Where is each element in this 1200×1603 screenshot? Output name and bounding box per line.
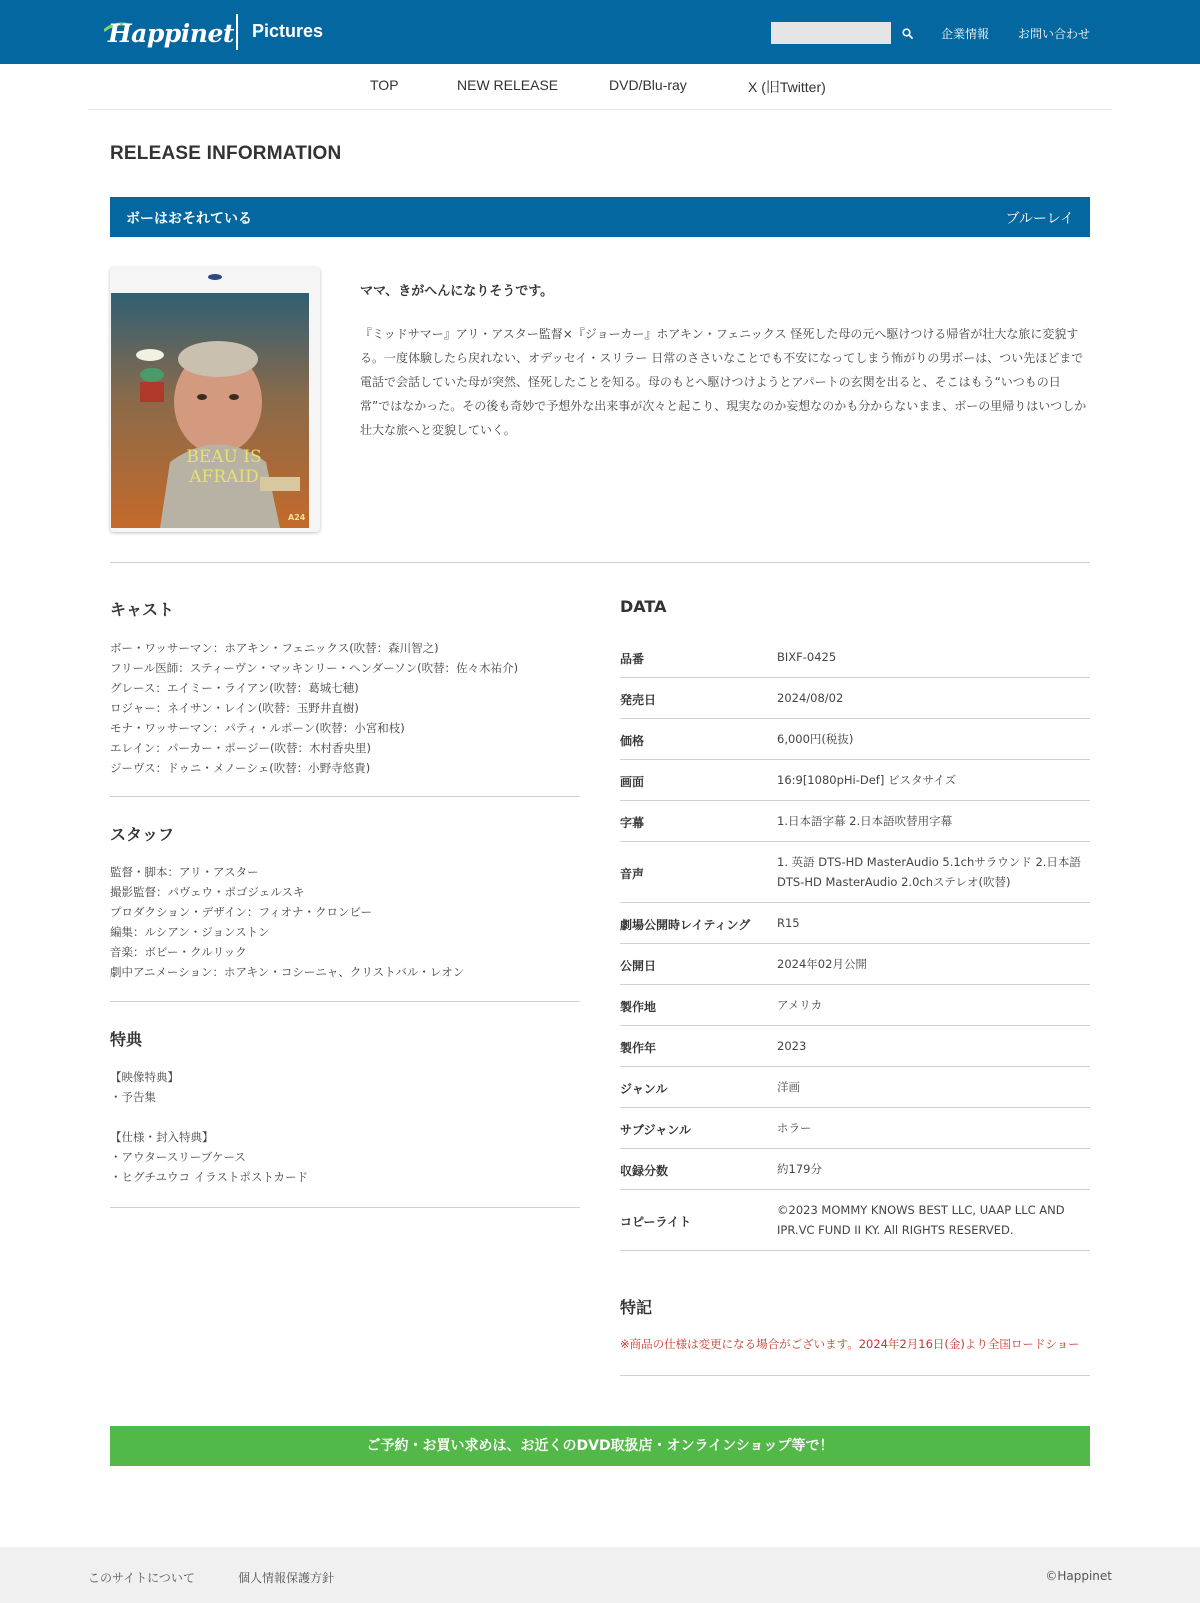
footer-copyright: ©Happinet [1045, 1569, 1112, 1583]
data-row-theatrical-date [620, 944, 1090, 985]
cover-a24-badge: A24 [288, 513, 306, 522]
data-heading: DATA [620, 597, 667, 616]
data-key: 製作地 [620, 1000, 657, 1014]
staff-divider [110, 1001, 580, 1002]
data-value: 2024/08/02 [777, 691, 844, 705]
list-item: 【仕様・封入特典】 [110, 1130, 214, 1144]
product-title: ボーはおそれている [126, 211, 252, 227]
product-catchphrase: ママ、きがへんになりそうです。 [360, 284, 554, 299]
product-title-bar [110, 197, 1090, 237]
footer-link-privacy[interactable]: 個人情報保護方針 [238, 1571, 335, 1585]
data-value: ホラー [777, 1121, 812, 1135]
data-key: 品番 [620, 652, 645, 666]
list-item [110, 1107, 308, 1127]
happinet-logo[interactable] [108, 14, 234, 52]
nav-item-new-release[interactable]: NEW RELEASE [457, 77, 559, 93]
data-row-release-date [620, 678, 1090, 719]
data-key: 価格 [620, 734, 645, 748]
data-key: 発売日 [620, 693, 657, 707]
logo-separator [236, 14, 238, 50]
list-item: モナ・ワッサーマン：パティ・ルポーン(吹替：小宮和枝) [110, 721, 405, 735]
notes-text: ※商品の仕様は変更になる場合がございます。2024年2月16日(金)より全国ロードショー [620, 1337, 1080, 1351]
list-item: ジーヴス：ドゥニ・メノーシェ(吹替：小野寺悠貴) [110, 761, 371, 775]
staff-list [110, 862, 464, 982]
data-key: 画面 [620, 775, 645, 789]
data-key: 公開日 [620, 959, 657, 973]
data-value: BIXF-0425 [777, 650, 837, 664]
list-item: ・ヒグチユウコ イラストポストカード [110, 1170, 309, 1184]
list-item: フリール医師：スティーヴン・マッキンリー・ヘンダーソン(吹替：佐々木祐介) [110, 661, 519, 675]
site-footer [0, 1547, 1200, 1603]
data-key: コピーライト [620, 1215, 692, 1229]
data-row-rating [620, 903, 1090, 944]
cover-movie-title: BEAU IS AFRAID [186, 447, 262, 487]
data-row-copyright [620, 1190, 1090, 1251]
data-key: 劇場公開時レイティング [620, 918, 751, 932]
list-item: ボー・ワッサーマン：ホアキン・フェニックス(吹替：森川智之) [110, 641, 439, 655]
nav-item-top[interactable]: TOP [370, 77, 399, 93]
cast-heading: キャスト [110, 600, 175, 619]
header-link-company[interactable]: 企業情報 [941, 27, 990, 41]
data-value: 約179分 [777, 1162, 822, 1176]
product-description: 『ミッドサマー』アリ・アスター監督×『ジョーカー』ホアキン・フェニックス 怪死した母の元へ駆けつける帰省が壮大な旅に変貌する。一度体験したら戻れない、オデッセイ・スリラー 日常のささいなことでも不安になってしまう怖がりの男ボーは、つい先ほどまで電話で会話していた母が突然、怪死したことを知る。母のもとへ駆けつけようとアパートの玄関を出ると、そこはもう“いつもの日常”ではなかった。その後も奇妙で予想外な出来事が次々と起こり、現実なのか妄想なのかも分からないまま、ボーの里帰りはいつしか壮大な旅へと変貌していく。 [360, 327, 1087, 437]
data-row-screen [620, 760, 1090, 801]
footer-link-about[interactable]: このサイトについて [88, 1571, 195, 1585]
list-item: 撮影監督：パヴェウ・ポゴジェルスキ [110, 885, 305, 899]
data-row-product-code [620, 637, 1090, 678]
search-input[interactable] [771, 22, 891, 44]
data-value: 洋画 [777, 1080, 800, 1094]
nav-item-x-twitter[interactable]: X (旧Twitter) [748, 79, 826, 95]
purchase-info-banner[interactable]: ご予約・お買い求めは、お近くのDVD取扱店・オンラインショップ等で！ [110, 1426, 1090, 1466]
header-link-contact[interactable]: お問い合わせ [1018, 27, 1091, 41]
list-item: ・アウタースリーブケース [110, 1150, 246, 1164]
cast-divider [110, 796, 580, 797]
data-value: 2024年02月公開 [777, 957, 867, 971]
search-button[interactable] [896, 22, 918, 44]
staff-heading: スタッフ [110, 825, 175, 844]
list-item: ロジャー：ネイサン・レイン(吹替：玉野井直樹) [110, 701, 359, 715]
data-value: ©2023 MOMMY KNOWS BEST LLC, UAAP LLC AND IPR.VC FUND II KY. All RIGHTS RESERVED. [777, 1203, 1065, 1237]
data-key: 収録分数 [620, 1164, 669, 1178]
data-key: 音声 [620, 867, 645, 881]
list-item: エレイン：パーカー・ポージー(吹替：木村香央里) [110, 741, 371, 755]
data-row-genre [620, 1067, 1090, 1108]
data-value: R15 [777, 916, 800, 930]
bonus-list [110, 1067, 308, 1187]
data-key: ジャンル [620, 1082, 668, 1096]
data-row-country [620, 985, 1090, 1026]
list-item: 音楽：ボビー・クルリック [110, 945, 247, 959]
data-key: 製作年 [620, 1041, 657, 1055]
list-item: グレース：エイミー・ライアン(吹替：葛城七穂) [110, 681, 359, 695]
cast-list [110, 638, 518, 778]
list-item: 監督・脚本：アリ・アスター [110, 865, 259, 879]
notes-heading: 特記 [620, 1298, 653, 1317]
bonus-divider [110, 1207, 580, 1208]
data-value: 16:9[1080pHi-Def] ビスタサイズ [777, 773, 957, 787]
data-row-runtime [620, 1149, 1090, 1190]
data-row-subgenre [620, 1108, 1090, 1149]
data-row-year [620, 1026, 1090, 1067]
list-item: プロダクション・デザイン：フィオナ・クロンビー [110, 905, 373, 919]
list-item: 編集：ルシアン・ジョンストン [110, 925, 270, 939]
data-value: 6,000円(税抜) [777, 732, 854, 746]
logo-subtitle[interactable]: Pictures [252, 21, 324, 41]
data-row-subtitles [620, 801, 1090, 842]
site-header [0, 0, 1200, 64]
data-row-audio [620, 842, 1090, 903]
page-title: RELEASE INFORMATION [110, 143, 342, 164]
list-item: ・予告集 [110, 1090, 156, 1104]
list-item: 劇中アニメーション：ホアキン・コシーニャ、クリストバル・レオン [110, 965, 465, 979]
section-divider [110, 562, 1090, 563]
product-cover-image [110, 267, 320, 532]
data-row-price [620, 719, 1090, 760]
data-value: 1. 英語 DTS-HD MasterAudio 5.1chサラウンド 2.日本語 DTS-HD MasterAudio 2.0chステレオ(吹替) [777, 855, 1081, 889]
list-item: 【映像特典】 [110, 1070, 179, 1084]
data-key: サブジャンル [620, 1123, 691, 1137]
product-format: ブルーレイ [1005, 211, 1074, 227]
data-key: 字幕 [620, 816, 645, 830]
search-icon [902, 28, 913, 39]
notes-divider [620, 1375, 1090, 1376]
logo-text: Happinet [108, 18, 234, 48]
bonus-heading: 特典 [110, 1030, 143, 1049]
nav-item-dvd-bluray[interactable]: DVD/Blu-ray [609, 77, 687, 93]
data-value: 1.日本語字幕 2.日本語吹替用字幕 [777, 814, 953, 828]
data-value: アメリカ [777, 998, 823, 1012]
main-nav [88, 64, 1112, 110]
data-value: 2023 [777, 1039, 807, 1053]
